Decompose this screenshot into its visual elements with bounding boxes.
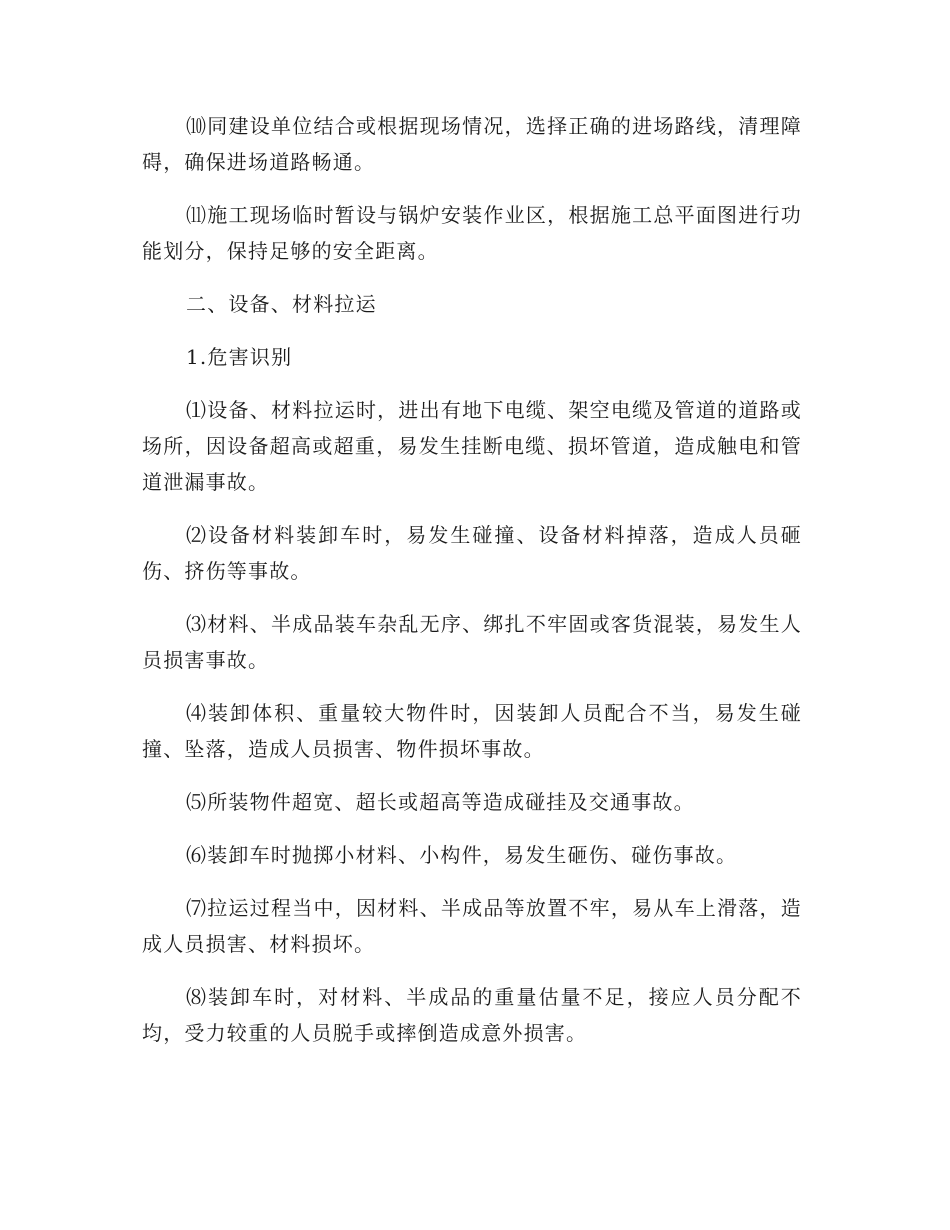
hazard-item-8: ⑻装卸车时，对材料、半成品的重量估量不足，接应人员分配不均，受力较重的人员脱手或摔倒造成意外损害。: [142, 985, 802, 1045]
hazard-item-4: ⑷装卸体积、重量较大物件时，因装卸人员配合不当，易发生碰撞、坠落，造成人员损害、物件损坏事故。: [142, 701, 802, 761]
hazard-item-6: ⑹装卸车时抛掷小材料、小构件，易发生砸伤、碰伤事故。: [186, 843, 738, 867]
paragraph-11: ⑾施工现场临时暂设与锅炉安装作业区，根据施工总平面图进行功能划分，保持足够的安全距离。: [142, 203, 802, 263]
section-heading: 二、设备、材料拉运: [186, 292, 377, 316]
hazard-item-3: ⑶材料、半成品装车杂乱无序、绑扎不牢固或客货混装，易发生人员损害事故。: [142, 612, 802, 672]
hazard-item-5: ⑸所装物件超宽、超长或超高等造成碰挂及交通事故。: [186, 790, 695, 814]
hazard-item-2: ⑵设备材料装卸车时，易发生碰撞、设备材料掉落，造成人员砸伤、挤伤等事故。: [142, 523, 802, 583]
subsection-heading: 1.危害识别: [186, 345, 293, 369]
hazard-item-1: ⑴设备、材料拉运时，进出有地下电缆、架空电缆及管道的道路或场所，因设备超高或超重，易发生挂断电缆、损坏管道，造成触电和管道泄漏事故。: [142, 398, 802, 494]
hazard-item-7: ⑺拉运过程当中，因材料、半成品等放置不牢，易从车上滑落，造成人员损害、材料损坏。: [142, 896, 802, 956]
document-body: [142, 108, 802, 1068]
paragraph-10: ⑽同建设单位结合或根据现场情况，选择正确的进场路线，清理障碍，确保进场道路畅通。: [142, 114, 802, 174]
